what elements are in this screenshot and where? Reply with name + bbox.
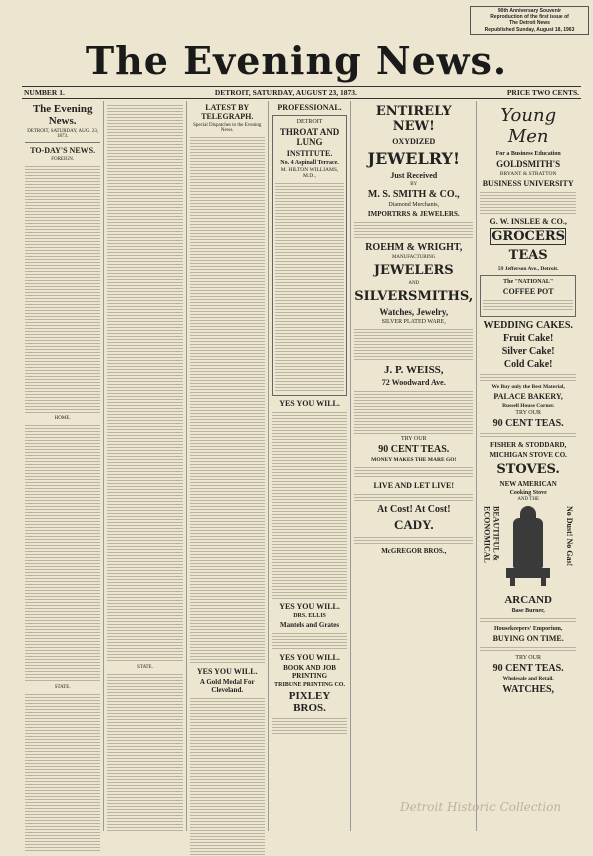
body-text — [483, 298, 573, 312]
column-5 — [351, 101, 477, 831]
anniversary-line-4: Republished Sunday, August 18, 1963 — [484, 26, 575, 33]
body-text — [480, 190, 576, 215]
column-1 — [22, 101, 104, 831]
jefferson-ave: 59 Jefferson Ave., Detroit. — [497, 266, 559, 272]
column-4 — [269, 101, 351, 831]
yes-you-will: YES YOU WILL. — [279, 653, 340, 662]
coffee-pot: COFFEE POT — [502, 287, 554, 296]
body-text — [354, 389, 473, 434]
grocers: GROCERS — [491, 229, 566, 244]
body-text — [25, 164, 100, 414]
anniversary-line-1: 90th Anniversary Souvenir — [497, 8, 562, 14]
ninety-cent-teas: 90 CENT TEAS. — [492, 418, 564, 429]
entirely-new: ENTIRELY NEW! — [375, 104, 452, 134]
stove-base — [506, 568, 550, 578]
body-text — [190, 696, 265, 856]
issue-date: DETROIT, SATURDAY, AUGUST 23, 1873. — [214, 88, 357, 97]
national: The "NATIONAL" — [503, 279, 554, 285]
woodward-ave: 72 Woodward Ave. — [381, 378, 446, 387]
book-job-printing: BOOK AND JOB PRINTING — [283, 664, 336, 680]
anniversary-line-2: Reproduction of the first issue of — [490, 14, 569, 21]
buying-on-time: BUYING ON TIME. — [492, 634, 564, 643]
silver-cake: Silver Cake! — [501, 346, 555, 357]
columns — [22, 101, 579, 831]
issue-price: PRICE TWO CENTS. — [506, 88, 579, 97]
column-6 — [477, 101, 579, 831]
body-text — [25, 692, 100, 852]
best-material: We Buy only the Best Material, — [491, 384, 565, 390]
wholesale-retail: Wholesale and Retail. — [502, 676, 554, 682]
ad-doctor: M. HILTON WILLIAMS, M.D., — [280, 167, 339, 179]
body-text — [275, 181, 344, 391]
column-1-subtitle: DETROIT, SATURDAY, AUG. 23, 1873. — [27, 129, 99, 139]
and-the: AND THE — [517, 497, 540, 502]
at-cost: At Cost! At Cost! — [376, 504, 451, 515]
drs-ellis: DRS. ELLIS — [293, 613, 326, 619]
stove-leg — [510, 578, 515, 586]
try-our: TRY OUR — [515, 410, 541, 416]
gw-inslee: G. W. INSLEE & CO., — [489, 217, 567, 226]
stove-body — [513, 518, 543, 568]
body-text — [480, 616, 576, 624]
money-makes-mare-go: MONEY MAKES THE MARE GO! — [371, 457, 457, 463]
jewelry: JEWELRY! — [367, 149, 460, 168]
body-text — [272, 631, 347, 651]
masthead: The Evening News. — [85, 38, 508, 83]
state-heading: STATE. — [137, 665, 153, 670]
yes-you-will: YES YOU WILL. — [279, 602, 340, 611]
housekeepers-emporium: Housekeepers' Emporium, — [494, 626, 563, 632]
body-text — [354, 492, 473, 502]
body-text — [107, 672, 182, 832]
body-text — [272, 716, 347, 736]
new-american: NEW AMERICAN — [499, 480, 557, 488]
just-received: Just Received — [390, 171, 438, 180]
ad-throat-lung: THROAT AND LUNG — [279, 127, 340, 147]
body-text — [272, 410, 347, 600]
live-and-let-live: LIVE AND LET LIVE! — [373, 481, 455, 490]
column-3 — [187, 101, 269, 831]
body-text — [354, 465, 473, 479]
diamond-merchants: Diamond Merchants, — [388, 202, 440, 208]
wedding-cakes: WEDDING CAKES. — [483, 320, 573, 331]
cady: CADY. — [393, 517, 434, 532]
home-heading: HOME. — [54, 416, 71, 421]
body-text — [480, 431, 576, 439]
silversmiths: SILVERSMITHS, — [354, 289, 474, 304]
ninety-cent-teas: 90 CENT TEAS. — [492, 663, 564, 674]
and: AND — [408, 281, 420, 286]
palace-bakery: PALACE BAKERY, — [493, 392, 563, 401]
bryant-stratton: BRYANT & STRATTON — [499, 171, 557, 177]
watermark: Detroit Historic Collection — [400, 800, 562, 814]
anniversary-box — [470, 6, 589, 35]
coffee-pot-ad — [480, 275, 576, 317]
ninety-cent-teas: 90 CENT TEAS. — [378, 444, 450, 455]
professional-heading: PROFESSIONAL. — [277, 103, 342, 112]
divider — [25, 142, 100, 143]
watches: WATCHES, — [502, 684, 555, 695]
body-text — [354, 220, 473, 240]
business-university: BUSINESS UNIVERSITY — [482, 179, 574, 188]
column-1-title: The Evening News. — [32, 103, 93, 127]
stove-leg — [541, 578, 546, 586]
throat-institute-ad — [272, 115, 347, 396]
dateline — [22, 86, 581, 99]
state-heading: STATE. — [54, 685, 71, 690]
mcgregor-bros: McGREGOR BROS., — [381, 547, 447, 555]
roehm-wright: ROEHM & WRIGHT, — [365, 242, 463, 253]
yes-you-will: YES YOU WILL. — [279, 399, 340, 408]
telegraph-subheading: Special Dispatches to the Evening News. — [193, 123, 262, 133]
watches-jewelry: Watches, Jewelry, — [379, 307, 449, 317]
telegraph-heading: LATEST BY TELEGRAPH. — [201, 103, 254, 121]
body-text — [480, 372, 576, 382]
arcand: ARCAND — [504, 594, 552, 606]
stove-illustration — [498, 506, 558, 586]
business-education: For a Business Education — [495, 151, 561, 157]
ad-institute: INSTITUTE. — [286, 149, 333, 158]
gold-medal-heading: A Gold Medal For Cleveland. — [199, 678, 255, 694]
stoves: STOVES. — [496, 462, 560, 477]
body-text — [107, 103, 182, 663]
yes-you-will: YES YOU WILL. — [196, 667, 258, 676]
young-men: Young Men — [500, 105, 557, 147]
fruit-cake: Fruit Cake! — [503, 333, 554, 344]
teas: TEAS — [508, 248, 548, 263]
try-our: TRY OUR — [400, 436, 427, 442]
jp-weiss: J. P. WEISS, — [383, 364, 444, 376]
jewelers: JEWELERS — [373, 263, 454, 278]
stove-illustration-area — [480, 506, 576, 592]
ad-address: No. 4 Aspinall Terrace. — [280, 160, 339, 166]
silver-plated-ware: SILVER PLATED WARE, — [381, 319, 446, 325]
body-text — [25, 423, 100, 683]
ad-detroit: DETROIT — [296, 119, 323, 125]
tribune-printing: TRIBUNE PRINTING CO. — [274, 682, 345, 688]
oxydized: OXYDIZED — [392, 137, 436, 146]
cooking-stove: Cooking Stove — [509, 490, 547, 496]
body-text — [354, 535, 473, 545]
try-our: TRY OUR — [515, 655, 541, 661]
mantels-grates: Mantels and Grates — [279, 621, 340, 629]
anniversary-line-3: The Detroit News — [509, 20, 550, 27]
michigan-stove: MICHIGAN STOVE CO. — [489, 451, 567, 459]
importers-jewelers: IMPORTRRS & JEWELERS. — [367, 210, 460, 218]
russell-house: Russell House Corner. — [502, 403, 555, 409]
cold-cake: Cold Cake! — [503, 359, 553, 370]
manufacturing: MANUFACTURING — [391, 255, 436, 260]
pixley-bros: PIXLEY BROS. — [288, 690, 331, 714]
body-text — [480, 645, 576, 653]
beautiful-economical: BEAUTIFUL & ECONOMICAL — [482, 506, 501, 563]
body-text — [190, 135, 265, 665]
fisher-stoddard: FISHER & STODDARD, — [490, 441, 567, 449]
todays-news-heading: TO-DAY'S NEWS. — [30, 146, 96, 155]
ms-smith: M. S. SMITH & CO., — [367, 189, 460, 200]
issue-number: NUMBER 1. — [24, 88, 65, 97]
foreign-heading: FOREIGN. — [51, 157, 75, 162]
by: BY — [410, 182, 418, 187]
goldsmiths: GOLDSMITH'S — [496, 159, 561, 169]
base-burner: Base Burner, — [511, 608, 545, 614]
no-dust-no-gas: No Dust! No Gas! — [565, 506, 575, 567]
body-text — [354, 327, 473, 362]
column-2 — [104, 101, 186, 831]
